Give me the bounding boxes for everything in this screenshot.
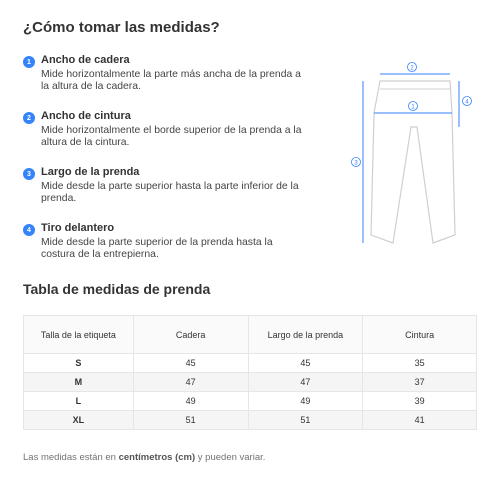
footnote-prefix: Las medidas están en: [23, 452, 119, 463]
cell-waist: 35: [363, 354, 477, 373]
step-description: Mide desde la parte superior de la prenda hasta la costura de la entrepierna.: [41, 237, 273, 260]
cell-waist: 39: [363, 392, 477, 411]
step-description: Mide horizontalmente el borde superior de la prenda a la altura de la cintura.: [41, 125, 302, 148]
cell-hip: 49: [133, 392, 248, 411]
footnote-suffix: y pueden variar.: [195, 452, 266, 463]
step-waist-width: [23, 109, 323, 165]
pants-measurement-diagram: [345, 55, 475, 255]
step-title: Ancho de cintura: [41, 110, 131, 122]
measurement-steps: [23, 53, 323, 277]
table-title: Tabla de medidas de prenda: [23, 281, 211, 297]
cell-size: L: [24, 392, 134, 411]
step-number-badge: 3: [23, 168, 35, 180]
table-row: [24, 373, 477, 392]
step-number-badge: 2: [23, 112, 35, 124]
header-length: Largo de la prenda: [248, 316, 363, 354]
cell-length: 45: [248, 354, 363, 373]
footnote-units: centímetros (cm): [118, 452, 196, 463]
table-row: [24, 354, 477, 373]
step-front-rise: [23, 221, 323, 277]
cell-waist: 37: [363, 373, 477, 392]
table-row: [24, 411, 477, 430]
cell-hip: 45: [133, 354, 248, 373]
step-garment-length: [23, 165, 323, 221]
step-number-badge: 4: [23, 224, 35, 236]
step-title: Largo de la prenda: [41, 166, 140, 178]
size-table: [23, 315, 477, 430]
cell-size: S: [24, 354, 134, 373]
marker-2: 2: [410, 65, 414, 72]
cell-hip: 51: [133, 411, 248, 430]
cell-size: M: [24, 373, 134, 392]
cell-waist: 41: [363, 411, 477, 430]
step-title: Ancho de cadera: [41, 54, 130, 66]
header-size-label: Talla de la etiqueta: [24, 316, 134, 354]
table-row: [24, 392, 477, 411]
cell-hip: 47: [133, 373, 248, 392]
cell-length: 49: [248, 392, 363, 411]
cell-size: XL: [24, 411, 134, 430]
step-number-badge: 1: [23, 56, 35, 68]
header-hip: Cadera: [133, 316, 248, 354]
units-footnote: [23, 452, 265, 463]
marker-3: 3: [354, 160, 358, 167]
step-hip-width: [23, 53, 323, 109]
cell-length: 47: [248, 373, 363, 392]
marker-1: 1: [411, 104, 415, 111]
step-description: Mide horizontalmente la parte más ancha de la prenda a la altura de la cadera.: [41, 69, 301, 92]
step-title: Tiro delantero: [41, 222, 115, 234]
cell-length: 51: [248, 411, 363, 430]
table-header-row: [24, 316, 477, 354]
page-title: ¿Cómo tomar las medidas?: [23, 19, 220, 36]
header-waist: Cintura: [363, 316, 477, 354]
marker-4: 4: [465, 99, 469, 106]
step-description: Mide desde la parte superior hasta la parte inferior de la prenda.: [41, 181, 299, 204]
